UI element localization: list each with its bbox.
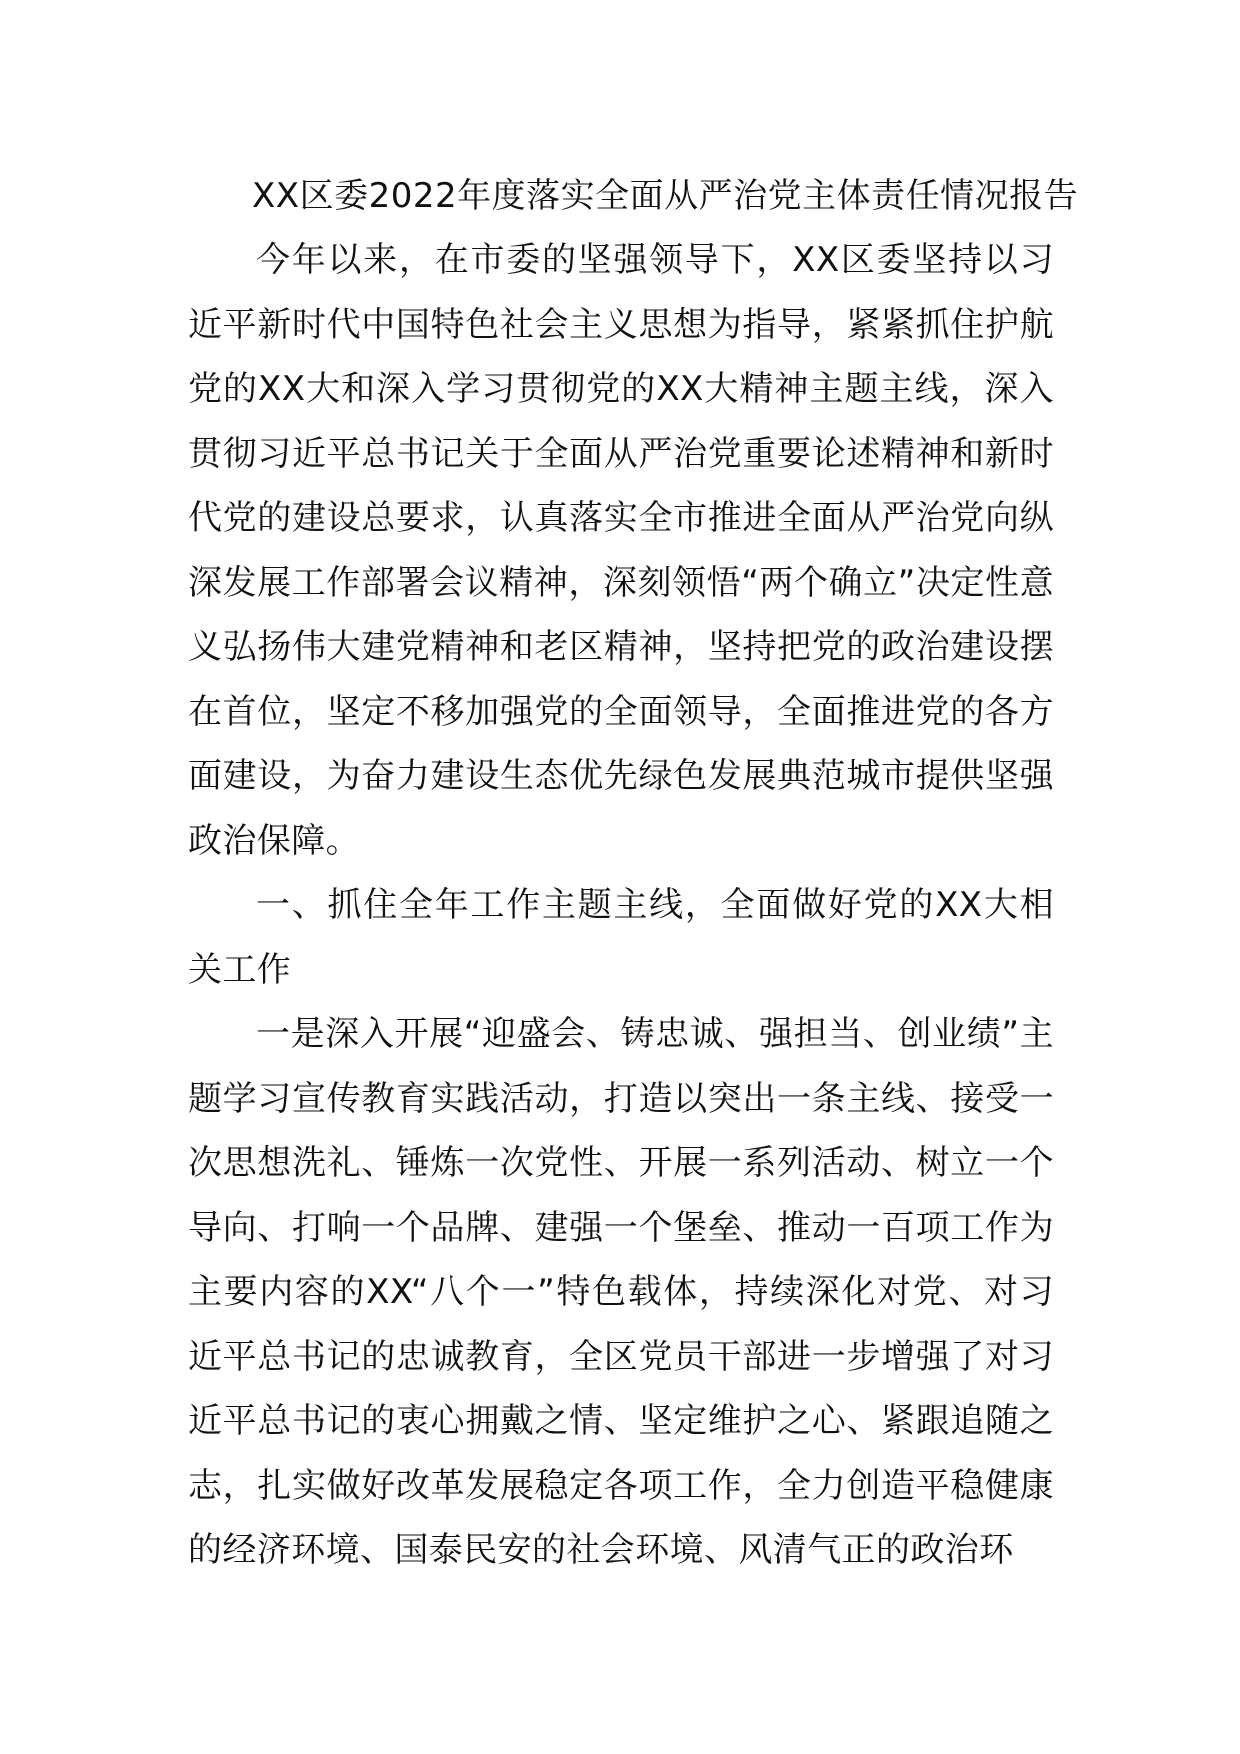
document-body (188, 164, 1079, 1583)
body-paragraph: 一是深入开展“迎盛会、铸忠诚、强担当、创业绩”主题学习宣传教育实践活动，打造以突出一条主线、接受一次思想洗礼、锤炼一次党性、开展一系列活动、树立一个导向、打响一个品牌、建强一个堡垒、推动一百项工作为主要内容的XX“八个一”特色载体，持续深化对党、对习近平总书记的忠诚教育，全区党员干部进一步增强了对习近平总书记的衷心拥戴之情、坚定维护之心、紧跟追随之志，扎实做好改革发展稳定各项工作，全力创造平稳健康的经济环境、国泰民安的社会环境、风清气正的政治环 (188, 1014, 1054, 1570)
document-title: XX区委2022年度落实全面从严治党主体责任情况报告 (252, 176, 1079, 216)
section-heading: 一、抓住全年工作主题主线，全面做好党的XX大相关工作 (188, 885, 1054, 990)
intro-paragraph: 今年以来，在市委的坚强领导下，XX区委坚持以习近平新时代中国特色社会主义思想为指导，紧紧抓住护航党的XX大和深入学习贯彻党的XX大精神主题主线，深入贯彻习近平总书记关于全面从严治党重要论述精神和新时代党的建设总要求，认真落实全市推进全面从严治党向纵深发展工作部署会议精神，深刻领悟“两个确立”决定性意义弘扬伟大建党精神和老区精神，坚持把党的政治建设摆在首位，坚定不移加强党的全面领导，全面推进党的各方面建设，为奋力建设生态优先绿色发展典范城市提供坚强政治保障。 (188, 240, 1054, 861)
